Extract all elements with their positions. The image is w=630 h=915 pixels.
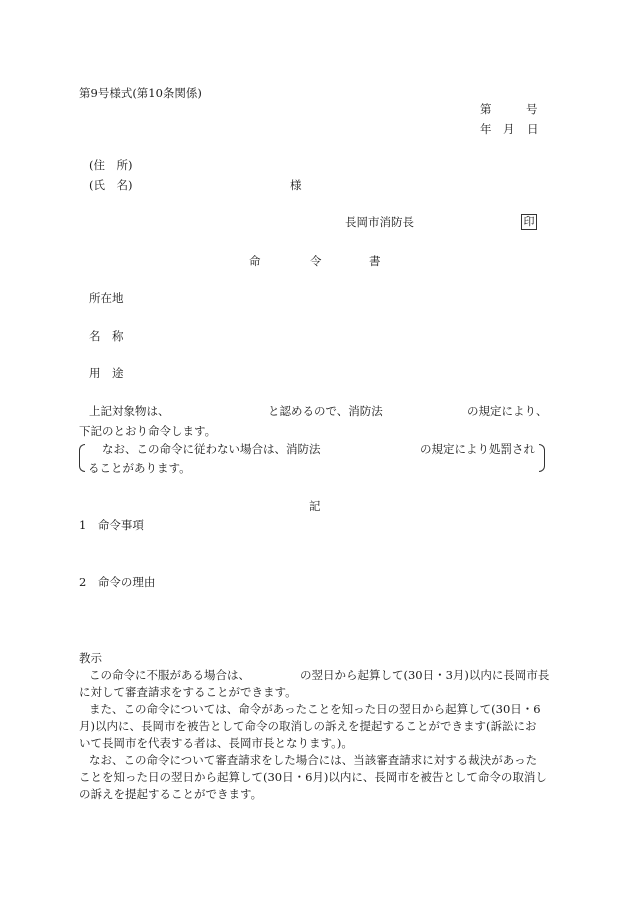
note-line1-a: なお、この命令に従わない場合は、消防法 xyxy=(102,442,321,456)
bracket-right xyxy=(539,444,545,472)
notice-line-1b: の翌日から起算して(30日・3月)以内に長岡市長 xyxy=(300,668,550,682)
notice-heading: 教示 xyxy=(79,651,102,665)
issuer-title: 長岡市消防長 xyxy=(345,215,414,229)
address-label: (住 所) xyxy=(89,158,133,172)
name-label: (氏 名) xyxy=(89,178,133,192)
body-line1-c: の規定により、 xyxy=(467,404,548,418)
body-line2: 下記のとおり命令します。 xyxy=(79,424,217,438)
note-line2: ることがあります。 xyxy=(88,461,191,475)
item-2: 2 命令の理由 xyxy=(79,575,156,589)
doc-title-char-3: 書 xyxy=(369,254,381,268)
notice-line-7: ことを知った日の翌日から起算して(30日・6月)以内に、長岡市を被告として命令の取消し xyxy=(79,770,547,784)
notice-line-5: いて長岡市を代表する者は、長岡市長となります。)。 xyxy=(79,736,353,750)
field-location: 所在地 xyxy=(89,291,124,305)
doc-title-char-2: 令 xyxy=(310,254,322,268)
form-id: 第9号様式(第10条関係) xyxy=(79,86,202,100)
honorific: 様 xyxy=(290,178,302,192)
item-1: 1 命令事項 xyxy=(79,518,144,532)
notice-line-6: なお、この命令について審査請求をした場合には、当該審査請求に対する裁決があった xyxy=(89,753,538,767)
ki-mark: 記 xyxy=(309,499,321,513)
notice-line-2: に対して審査請求をすることができます。 xyxy=(79,685,297,699)
notice-line-4: 月)以内に、長岡市を被告として命令の取消しの訴えを提起することができます(訴訟にお xyxy=(79,719,537,733)
bracket-left xyxy=(79,444,85,472)
field-name: 名 称 xyxy=(89,329,124,343)
body-line1-a: 上記対象物は、 xyxy=(89,404,170,418)
number-suffix: 号 xyxy=(526,102,538,116)
doc-title-char-1: 命 xyxy=(249,254,261,268)
date-day: 日 xyxy=(527,122,539,136)
notice-line-1a: この命令に不服がある場合は、 xyxy=(89,668,250,682)
field-usage: 用 途 xyxy=(89,366,124,380)
date-month: 月 xyxy=(503,122,515,136)
notice-line-3: また、この命令については、命令があったことを知った日の翌日から起算して(30日・6 xyxy=(89,702,541,716)
body-line1-b: と認めるので、消防法 xyxy=(268,404,383,418)
notice-line-8: の訴えを提起することができます。 xyxy=(79,787,263,801)
seal-mark: 印 xyxy=(521,214,537,230)
note-line1-b: の規定により処罰され xyxy=(420,442,535,456)
date-year: 年 xyxy=(480,122,492,136)
number-prefix: 第 xyxy=(480,102,492,116)
